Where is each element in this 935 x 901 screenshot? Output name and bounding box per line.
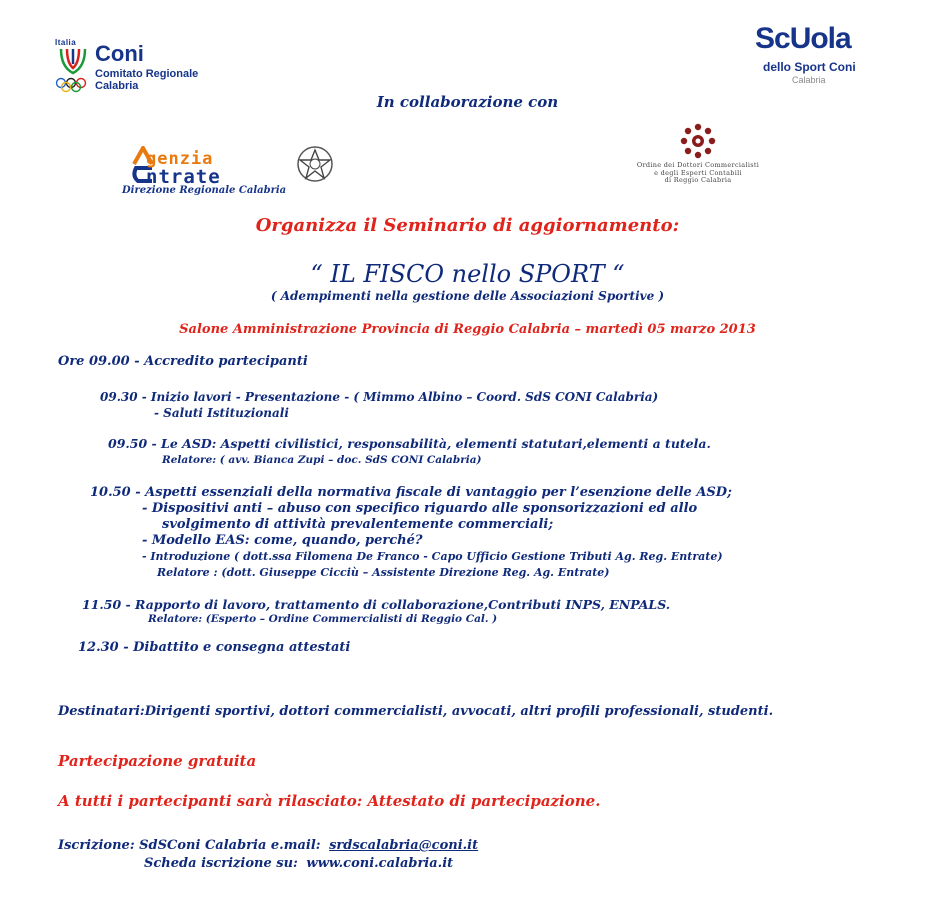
certificate-note: A tutti i partecipanti sarà rilasciato: Attestato di partecipazione.: [58, 792, 601, 810]
program-item-0930: 09.30 - Inizio lavori - Presentazione - ( Mimmo Albino – Coord. SdS CONI Calabria): [100, 390, 659, 404]
coni-line1: Comitato Regionale: [95, 68, 199, 80]
program-item-0900: Ore 09.00 - Accredito partecipanti: [58, 354, 308, 369]
program-item-0950-speaker: Relatore: ( avv. Bianca Zupi – doc. SdS CONI Calabria): [162, 454, 482, 466]
agenzia-word2: ntrate: [146, 166, 221, 188]
scuola-region: Calabria: [792, 75, 826, 85]
registration-website-link[interactable]: www.coni.calabria.it: [306, 856, 454, 871]
ordine-line1: Ordine dei Dottori Commercialisti: [636, 161, 760, 169]
program-item-1050: 10.50 - Aspetti essenziali della normativa fiscale di vantaggio per l’esenzione delle ASD;: [90, 485, 732, 500]
program-item-1050-b: - Dispositivi anti – abuso con specifico riguardo alle sponsorizzazioni ed allo: [142, 501, 698, 516]
collaboration-heading: In collaborazione con: [376, 93, 559, 111]
coni-flame-icon: [58, 47, 88, 75]
registration-form-row: [144, 856, 453, 871]
agenzia-entrate-logo: [122, 143, 347, 201]
free-participation: Partecipazione gratuita: [58, 752, 257, 770]
page-title: “ IL FISCO nello SPORT “: [310, 260, 625, 288]
agenzia-subtitle: Direzione Regionale Calabria: [122, 185, 287, 196]
program-item-0930-sub: - Saluti Istituzionali: [154, 406, 289, 420]
program-item-1230: 12.30 - Dibattito e consegna attestati: [78, 640, 351, 655]
scuola-logo: [752, 22, 892, 86]
organizer-line: Organizza il Seminario di aggiornamento:: [255, 215, 680, 236]
registration-form-label: Scheda iscrizione su:: [144, 856, 298, 871]
registration-label: Iscrizione: SdSConi Calabria e.mail:: [58, 838, 321, 853]
coni-name: Coni: [95, 41, 144, 66]
ordine-line3: di Reggio Calabria: [664, 176, 732, 184]
ordine-logo: [598, 122, 798, 192]
program-item-1050-d: - Modello EAS: come, quando, perché?: [142, 533, 423, 548]
italian-emblem-icon: [294, 144, 336, 184]
olympic-rings-icon: [55, 77, 93, 93]
scuola-subtitle: dello Sport Coni: [763, 60, 856, 74]
coni-logo: [55, 38, 245, 96]
coni-line2: Calabria: [95, 80, 139, 92]
ordine-emblem-icon: [676, 122, 720, 162]
program-item-1150-speaker: Relatore: (Esperto – Ordine Commercialisti di Reggio Cal. ): [148, 613, 498, 625]
agenzia-word1: genzia: [146, 149, 214, 169]
coni-italia-label: Italia: [55, 38, 77, 47]
program-item-1050-e: - Introduzione ( dott.ssa Filomena De Franco - Capo Ufficio Gestione Tributi Ag. Reg. Entrate): [142, 550, 723, 563]
page-subtitle: ( Adempimenti nella gestione delle Associazioni Sportive ): [270, 289, 665, 303]
program-item-0950: 09.50 - Le ASD: Aspetti civilistici, responsabilità, elementi statutari,elementi a tutela.: [108, 436, 711, 451]
registration-row: [58, 838, 478, 853]
recipients: Destinatari:Dirigenti sportivi, dottori commercialisti, avvocati, altri profili professionali, studenti.: [58, 704, 774, 719]
scuola-name: ScUola: [755, 22, 851, 55]
program-item-1150: 11.50 - Rapporto di lavoro, trattamento di collaborazione,Contributi INPS, ENPALS.: [82, 597, 671, 612]
registration-email-link[interactable]: srdscalabria@coni.it: [329, 838, 479, 853]
venue-date: Salone Amministrazione Provincia di Reggio Calabria – martedì 05 marzo 2013: [179, 322, 756, 337]
ordine-line2: e degli Esperti Contabili: [654, 168, 742, 177]
program-item-1050-speaker: Relatore : (dott. Giuseppe Cicciù – Assistente Direzione Reg. Ag. Entrate): [157, 566, 610, 579]
program-item-1050-c: svolgimento di attività prevalentemente commerciali;: [162, 517, 554, 532]
